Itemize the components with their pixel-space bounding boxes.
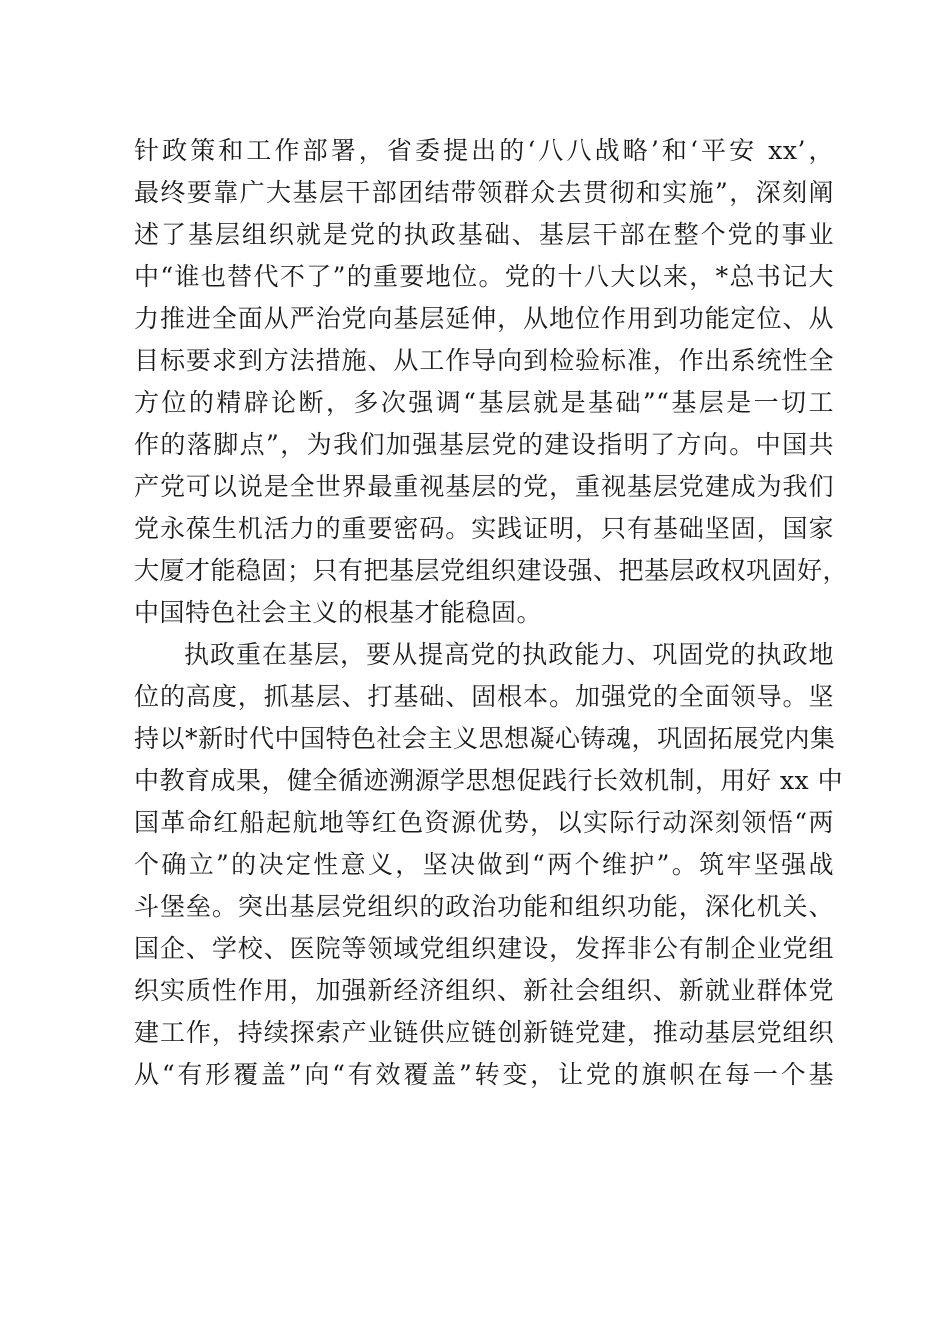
text-line: 从“有形覆盖”向“有效覆盖”转变，让党的旗帜在每一个基 xyxy=(134,1060,834,1089)
text-line: 中国特色社会主义的根基才能稳固。 xyxy=(134,598,543,627)
text-line: 目标要求到方法措施、从工作导向到检验标准，作出系统性全 xyxy=(134,346,834,375)
text-line: 产党可以说是全世界最重视基层的党，重视基层党建成为我们 xyxy=(134,472,834,501)
text-line: 大厦才能稳固；只有把基层党组织建设强、把基层政权巩固好， xyxy=(134,556,849,585)
body-text xyxy=(134,130,849,1096)
text-line: 织实质性作用，加强新经济组织、新社会组织、新就业群体党 xyxy=(134,976,834,1005)
text-line: 述了基层组织就是党的执政基础、基层干部在整个党的事业 xyxy=(134,220,834,249)
text-line: 国革命红船起航地等红色资源优势，以实际行动深刻领悟“两 xyxy=(134,808,834,837)
paragraph-1 xyxy=(134,130,849,634)
text-line: 执政重在基层，要从提高党的执政能力、巩固党的执政地 xyxy=(184,640,834,669)
text-line: 个确立”的决定性意义，坚决做到“两个维护”。筑牢坚强战 xyxy=(134,850,834,879)
text-line: 作的落脚点”，为我们加强基层党的建设指明了方向。中国共 xyxy=(134,430,834,459)
text-line: 针政策和工作部署，省委提出的‘八八战略’和‘平安 xx’， xyxy=(134,136,834,165)
paragraph-2 xyxy=(134,634,844,1096)
text-line: 党永葆生机活力的重要密码。实践证明，只有基础坚固，国家 xyxy=(134,514,834,543)
text-line: 位的高度，抓基层、打基础、固根本。加强党的全面领导。坚 xyxy=(134,682,834,711)
text-line: 方位的精辟论断，多次强调“基层就是基础”“基层是一切工 xyxy=(134,388,834,417)
text-line: 持以*新时代中国特色社会主义思想凝心铸魂，巩固拓展党内集 xyxy=(134,724,836,753)
text-line: 国企、学校、医院等领域党组织建设，发挥非公有制企业党组 xyxy=(134,934,834,963)
text-line: 斗堡垒。突出基层党组织的政治功能和组织功能，深化机关、 xyxy=(134,892,834,921)
text-line: 中“谁也替代不了”的重要地位。党的十八大以来，*总书记大 xyxy=(134,262,834,291)
text-line: 建工作，持续探索产业链供应链创新链党建，推动基层党组织 xyxy=(134,1018,834,1047)
text-line: 中教育成果，健全循迹溯源学思想促践行长效机制，用好 xx 中 xyxy=(134,766,844,795)
text-line: 力推进全面从严治党向基层延伸，从地位作用到功能定位、从 xyxy=(134,304,834,333)
text-line: 最终要靠广大基层干部团结带领群众去贯彻和实施”，深刻阐 xyxy=(134,178,834,207)
